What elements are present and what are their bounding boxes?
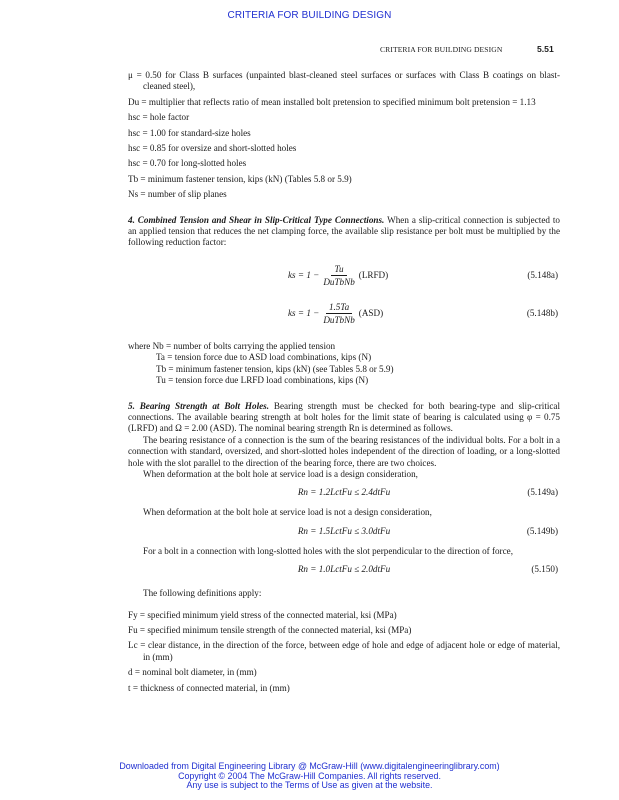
definition-hsc-long-slotted: hsc = 0.70 for long-slotted holes bbox=[128, 158, 247, 169]
footer-line-copyright: Copyright © 2004 The McGraw-Hill Companies. All rights reserved. bbox=[178, 770, 441, 781]
section-5-paragraph-4: When deformation at the bolt hole at service load is not a design consideration, bbox=[143, 507, 432, 518]
definition-mu: μ = 0.50 for Class B surfaces (unpainted blast-cleaned steel surfaces or surfaces with Class B coatings on blast-cleaned steel), bbox=[128, 70, 560, 92]
section-5-heading: 5. Bearing Strength at Bolt Holes. bbox=[128, 400, 270, 411]
equation-5-148b bbox=[128, 297, 560, 331]
equation-5-150 bbox=[128, 561, 560, 580]
eq-148a-method: (LRFD) bbox=[358, 270, 389, 281]
eq-149b-expression: Rn = 1.5LctFu ≤ 3.0dtFu bbox=[297, 525, 391, 536]
eq-150-expression: Rn = 1.0LctFu ≤ 2.0dtFu bbox=[297, 564, 391, 575]
section-5-body: Bearing strength must be checked for both bearing-type and slip-critical connections. The available bearing strength at bolt holes for the limit state of bearing is calculated using φ = 0.75 (LRFD) and Ω = 2.00 (ASD). The nominal bearing strength Rn is determined as follows. bbox=[128, 400, 561, 434]
definition-tb: Tb = minimum fastener tension, kips (kN) (Tables 5.8 or 5.9) bbox=[128, 173, 352, 184]
definition-fu: Fu = specified minimum tensile strength of the connected material, ksi (MPa) bbox=[128, 624, 412, 635]
eq-148a-label: (5.148a) bbox=[527, 269, 558, 280]
equation-5-148a bbox=[128, 259, 560, 293]
definition-fy: Fy = specified minimum yield stress of the connected material, ksi (MPa) bbox=[128, 609, 397, 620]
definition-d: d = nominal bolt diameter, in (mm) bbox=[128, 667, 257, 678]
page-body bbox=[128, 70, 560, 694]
page-number: 5.51 bbox=[537, 44, 554, 54]
download-footer bbox=[0, 762, 619, 791]
definition-du: Du = multiplier that reflects ratio of mean installed bolt pretension to specified minimum bolt pretension = 1.13 bbox=[128, 96, 536, 107]
eq-149a-expression: Rn = 1.2LctFu ≤ 2.4dtFu bbox=[297, 487, 391, 498]
where-tb: Tb = minimum fastener tension, kips (kN) (see Tables 5.8 or 5.9) bbox=[156, 363, 394, 374]
eq-148b-lhs: ks = 1 − bbox=[288, 308, 320, 319]
eq-148b-method: (ASD) bbox=[358, 308, 384, 319]
footer-line-terms[interactable]: Any use is subject to the Terms of Use as given at the website. bbox=[186, 780, 433, 791]
eq-148b-fraction bbox=[320, 301, 357, 326]
top-banner: CRITERIA FOR BUILDING DESIGN bbox=[227, 10, 392, 21]
equation-5-149b bbox=[128, 523, 560, 542]
section-5-paragraph-3: When deformation at the bolt hole at service load is a design consideration, bbox=[143, 468, 418, 479]
section-4-heading: 4. Combined Tension and Shear in Slip-Critical Type Connections. bbox=[128, 214, 385, 225]
eq-149b-label: (5.149b) bbox=[526, 525, 558, 536]
eq-148b-label: (5.148b) bbox=[526, 307, 558, 318]
where-tu: Tu = tension force due LRFD load combinations, kips (N) bbox=[156, 375, 369, 386]
footer-line-download[interactable]: Downloaded from Digital Engineering Library @ McGraw-Hill (www.digitalengineeringlibrary.com) bbox=[119, 761, 500, 771]
eq-148a-denominator: DuTbNb bbox=[323, 277, 355, 288]
where-nb: where Nb = number of bolts carrying the applied tension bbox=[128, 340, 336, 351]
section-5-paragraph-5: For a bolt in a connection with long-slotted holes with the slot perpendicular to the direction of force, bbox=[143, 545, 513, 556]
section-4-body: When a slip-critical connection is subjected to an applied tension that reduces the net clamping force, the available slip resistance per bolt must be multiplied by the following reduction factor: bbox=[128, 214, 560, 248]
eq-148a-numerator: Tu bbox=[331, 263, 346, 276]
eq-150-label: (5.150) bbox=[531, 564, 558, 575]
section-5-paragraph-2: The bearing resistance of a connection is the sum of the bearing resistances of the individual bolts. For a bolt in a connection with standard, oversized, and short-slotted holes independent of the direction of loading, or a long-slotted hole with the slot parallel to the direction of the bearing force, there are two choices. bbox=[128, 434, 560, 468]
definition-ns: Ns = number of slip planes bbox=[128, 189, 227, 200]
section-5-paragraph-6: The following definitions apply: bbox=[143, 588, 262, 599]
eq-148b-denominator: DuTbNb bbox=[323, 315, 355, 326]
definition-hsc: hsc = hole factor bbox=[128, 112, 190, 123]
definition-lc: Lc = clear distance, in the direction of the force, between edge of hole and edge of adjacent hole or edge of material, in (mm) bbox=[128, 640, 560, 662]
eq-148b-numerator: 1.5Ta bbox=[326, 301, 352, 314]
eq-149a-label: (5.149a) bbox=[527, 487, 558, 498]
eq-148a-lhs: ks = 1 − bbox=[288, 270, 320, 281]
definition-hsc-standard: hsc = 1.00 for standard-size holes bbox=[128, 127, 251, 138]
definition-t: t = thickness of connected material, in (mm) bbox=[128, 682, 290, 693]
running-head: CRITERIA FOR BUILDING DESIGN bbox=[380, 45, 503, 54]
where-ta: Ta = tension force due to ASD load combinations, kips (N) bbox=[156, 352, 372, 363]
section-5-paragraph bbox=[128, 401, 560, 435]
section-4-paragraph bbox=[128, 215, 560, 249]
definition-hsc-oversize: hsc = 0.85 for oversize and short-slotted holes bbox=[128, 143, 297, 154]
equation-5-149a bbox=[128, 484, 560, 503]
eq-148a-fraction bbox=[320, 263, 357, 288]
